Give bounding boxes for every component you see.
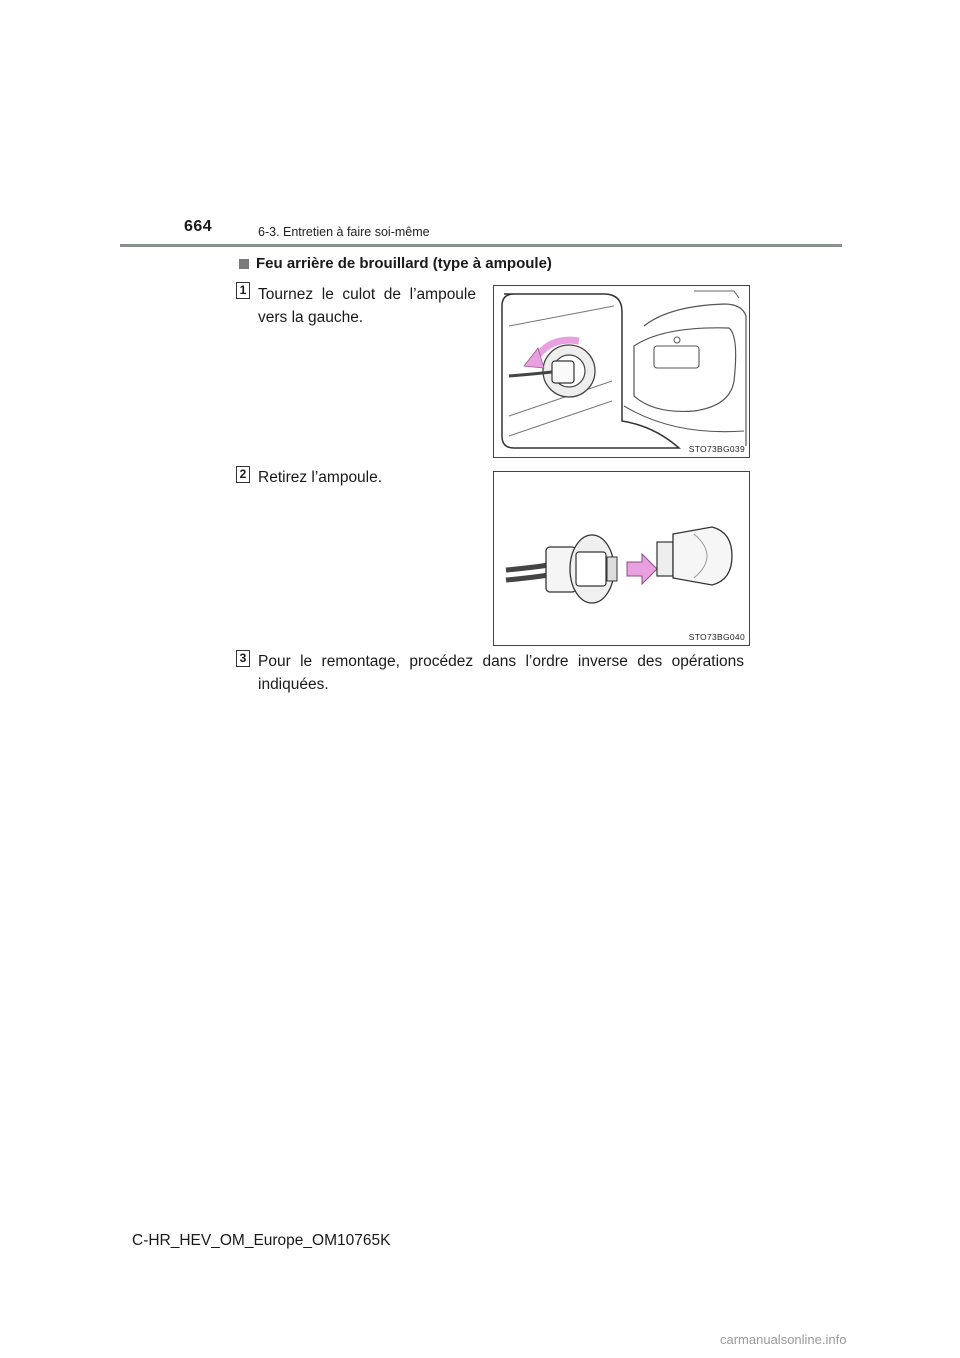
bulb-socket-removal-illustration — [494, 286, 751, 459]
heading — [239, 255, 552, 272]
header-rule — [120, 244, 842, 247]
step-3-badge: 3 — [236, 650, 250, 667]
square-bullet-icon — [239, 259, 249, 269]
heading-title: Feu arrière de brouillard (type à ampoule) — [256, 255, 552, 272]
page-number: 664 — [184, 218, 213, 235]
figure-2-code: STO73BG040 — [688, 632, 745, 642]
figure-1 — [493, 285, 750, 458]
step-3-text: Pour le remontage, procédez dans l’ordre inverse des opérations indiquées. — [258, 653, 744, 693]
footer-doc-code: C-HR_HEV_OM_Europe_OM10765K — [132, 1232, 391, 1249]
watermark: carmanualsonline.info — [720, 1332, 847, 1347]
step-1-text: Tournez le culot de l’ampoule vers la gauche. — [258, 286, 476, 326]
figure-1-code: STO73BG039 — [688, 444, 745, 454]
step-2-badge: 2 — [236, 466, 250, 483]
bulb-extraction-illustration — [494, 472, 751, 647]
section-title: 6-3. Entretien à faire soi-même — [258, 225, 430, 239]
step-1-badge: 1 — [236, 282, 250, 299]
step-2-text: Retirez l’ampoule. — [258, 469, 383, 486]
figure-2 — [493, 471, 750, 646]
